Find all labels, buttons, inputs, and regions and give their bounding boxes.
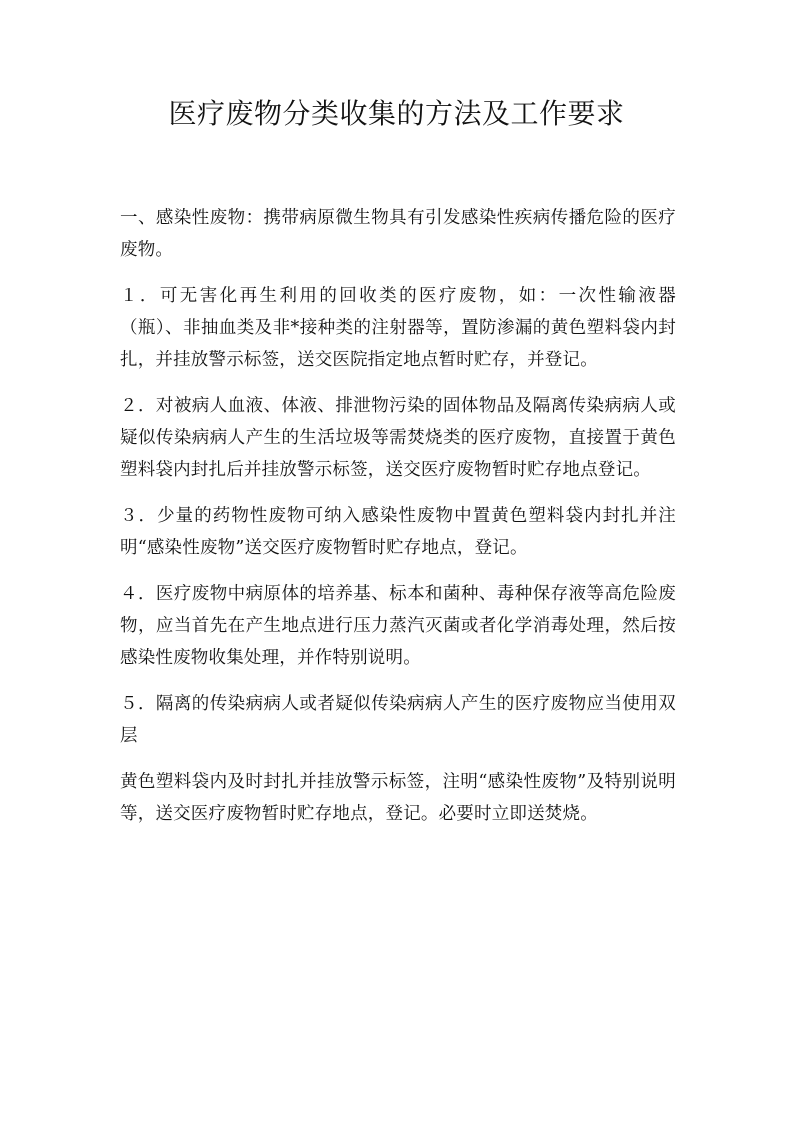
- paragraph-infectious-waste-definition: 一、感染性废物：携带病原微生物具有引发感染性疾病传播危险的医疗废物。: [120, 208, 676, 260]
- document-title: 医疗废物分类收集的方法及工作要求: [168, 97, 625, 130]
- document-body: [120, 202, 676, 844]
- paragraph-item-4: ４．医疗废物中病原体的培养基、标本和菌种、毒种保存液等高危险废物，应当首先在产生地点进行压力蒸汽灭菌或者化学消毒处理，然后按感染性废物收集处理，并作特别说明。: [120, 584, 676, 668]
- paragraph-item-5-continued: 黄色塑料袋内及时封扎并挂放警示标签，注明“感染性废物”及特别说明等，送交医疗废物暂时贮存地点，登记。必要时立即送焚烧。: [120, 772, 676, 824]
- paragraph-item-2: ２．对被病人血液、体液、排泄物污染的固体物品及隔离传染病病人或疑似传染病病人产生的生活垃圾等需焚烧类的医疗废物，直接置于黄色塑料袋内封扎后并挂放警示标签，送交医疗废物暂时贮存地点登记。: [120, 396, 676, 480]
- paragraph-item-5: ５．隔离的传染病病人或者疑似传染病病人产生的医疗废物应当使用双层: [120, 694, 676, 746]
- paragraph-item-1: １．可无害化再生利用的回收类的医疗废物，如：一次性输液器（瓶）、非抽血类及非*接种类的注射器等，置防渗漏的黄色塑料袋内封扎，并挂放警示标签，送交医院指定地点暂时贮存，并登记。: [120, 286, 676, 370]
- paragraph-item-3: ３．少量的药物性废物可纳入感染性废物中置黄色塑料袋内封扎并注明“感染性废物”送交医疗废物暂时贮存地点，登记。: [120, 506, 676, 558]
